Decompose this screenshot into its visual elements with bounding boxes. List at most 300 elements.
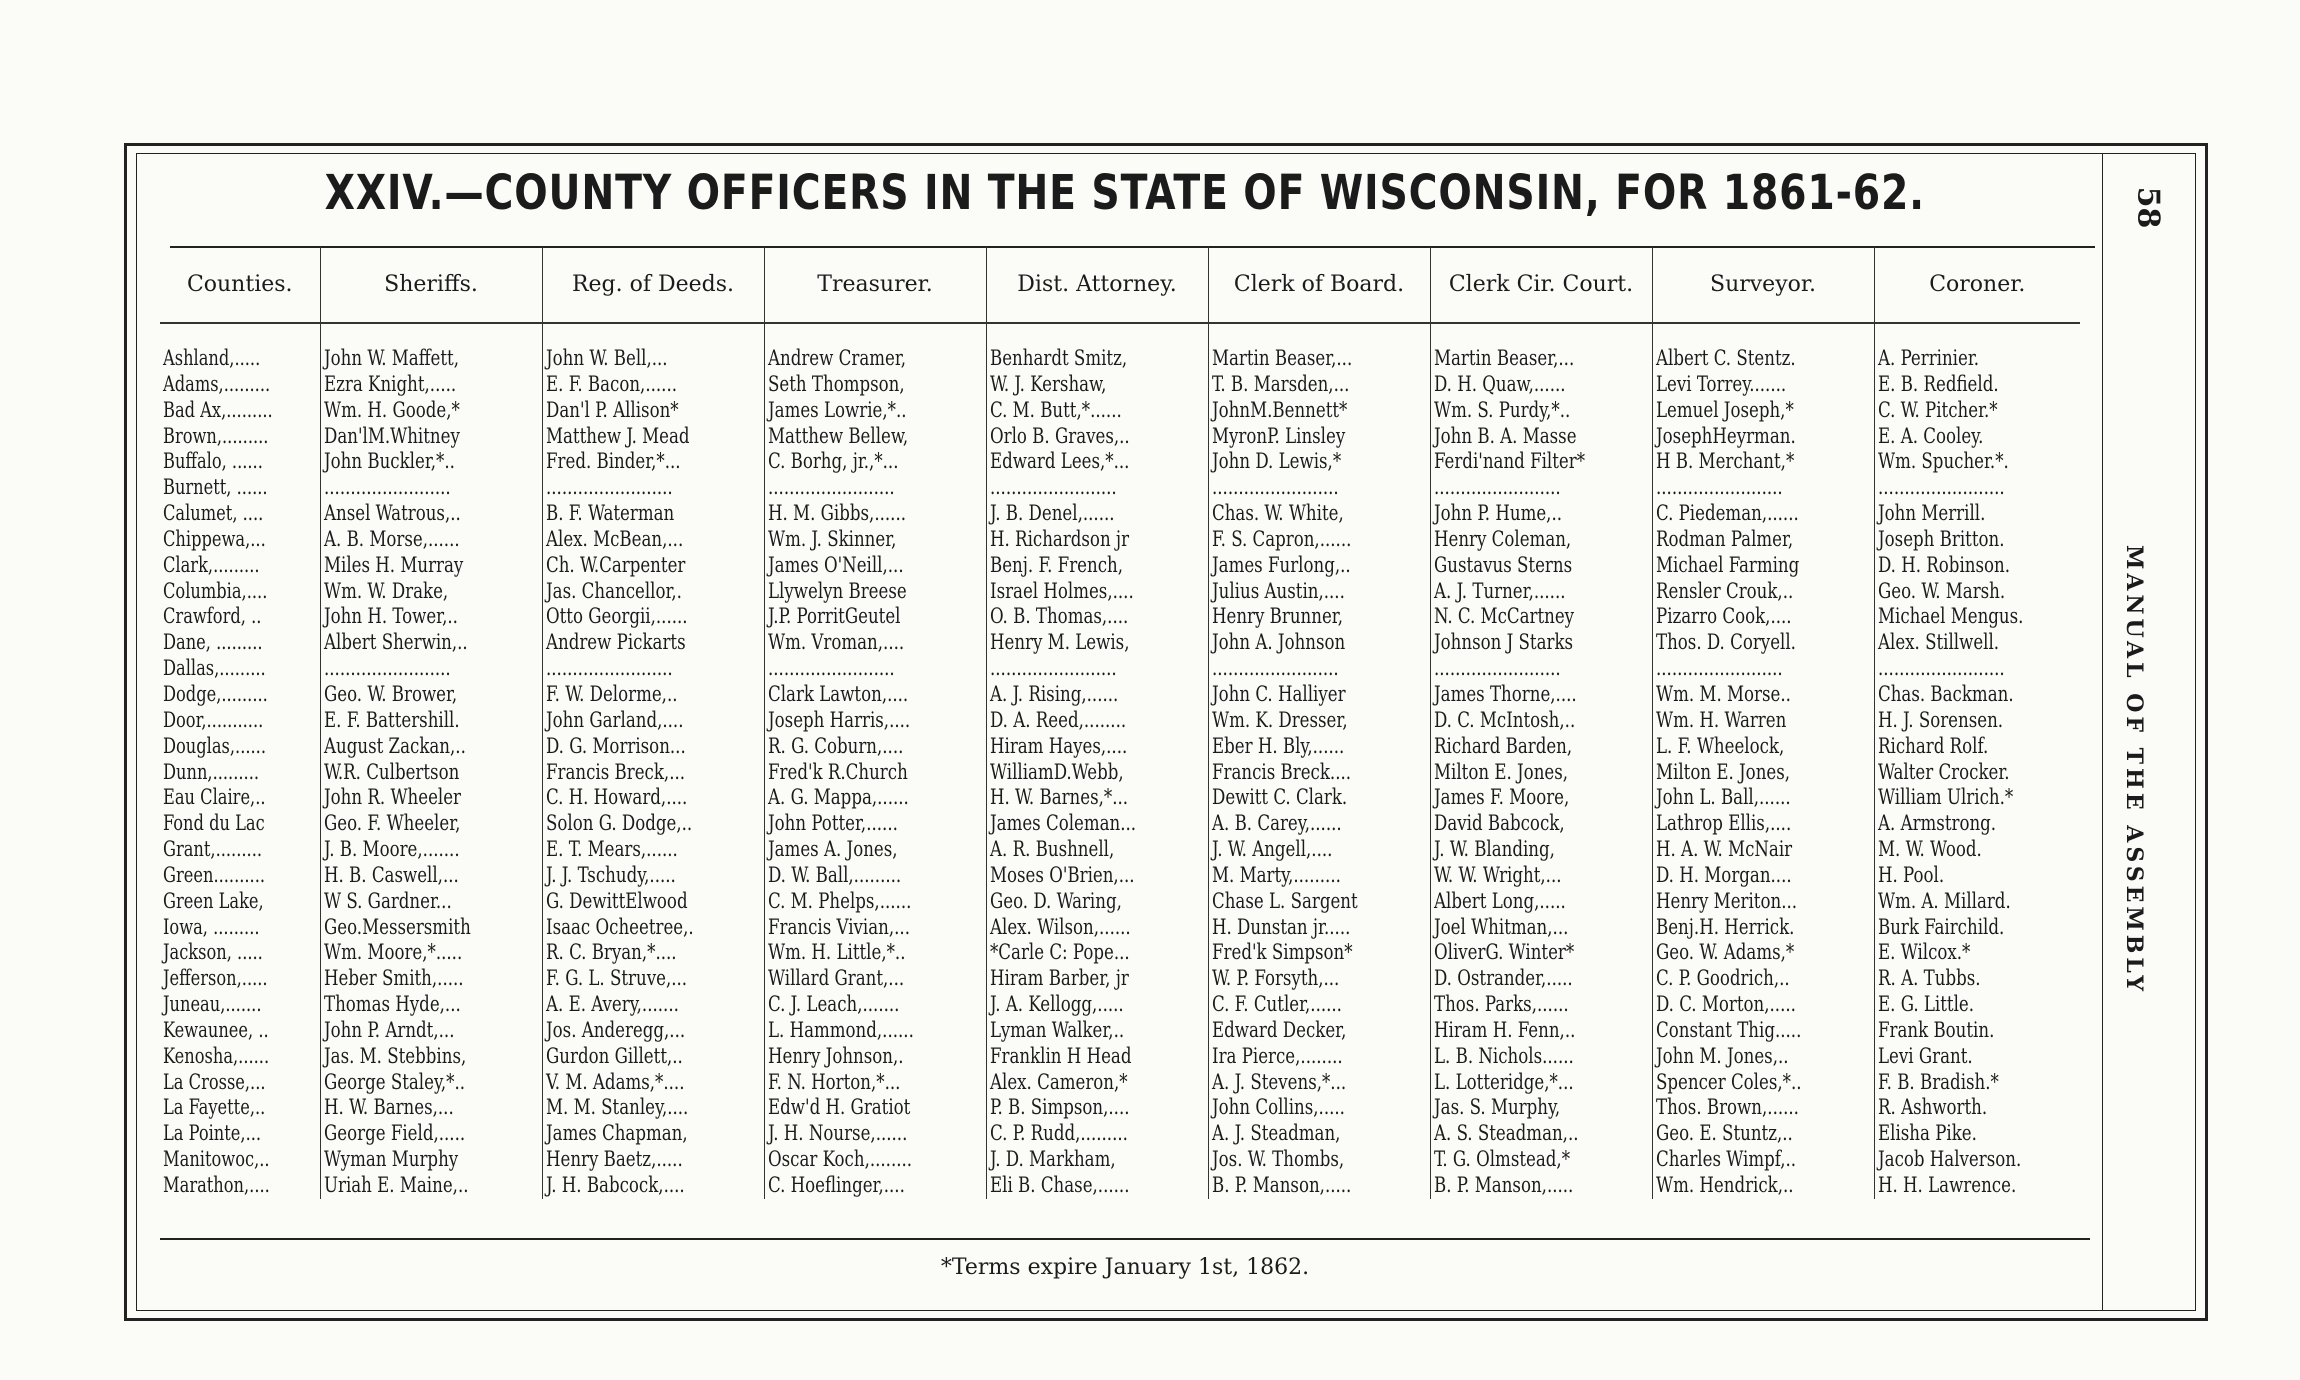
officer-cell <box>1652 915 1874 941</box>
table-row <box>160 682 2080 708</box>
officer-name: Francis Breck,... <box>545 759 685 784</box>
county-cell <box>160 630 320 656</box>
officer-name: J. B. Denel,...... <box>989 501 1115 526</box>
officer-cell <box>320 1095 542 1121</box>
officer-cell <box>764 579 986 605</box>
officer-name: C. M. Butt,*...... <box>989 397 1122 422</box>
officer-name: *Carle C: Pope... <box>989 940 1130 965</box>
officer-name: James Chapman, <box>545 1121 688 1146</box>
officer-cell <box>1430 708 1652 734</box>
officer-name: OliverG. Winter* <box>1433 940 1574 965</box>
officer-name: J.P. PorritGeutel <box>767 604 901 629</box>
officer-name: A. J. Rising,...... <box>989 681 1118 706</box>
officer-name: ........................ <box>1655 475 1783 500</box>
county-cell <box>160 811 320 837</box>
officer-cell <box>764 604 986 630</box>
county-name: Douglas,...... <box>163 733 266 758</box>
officer-name: Wm. Moore,*..... <box>323 940 462 965</box>
county-officers-table <box>160 247 2080 1199</box>
officer-name: A. E. Avery,....... <box>545 992 679 1017</box>
officer-name: Solon G. Dodge,.. <box>545 811 692 836</box>
officer-name: Julius Austin,.... <box>1211 578 1345 603</box>
officer-name: Rodman Palmer, <box>1655 526 1793 551</box>
officer-name: J. H. Babcock,.... <box>545 1173 685 1197</box>
officer-name: J. W. Blanding, <box>1433 837 1555 862</box>
officer-name: C. M. Phelps,...... <box>767 888 911 913</box>
officer-name: Levi Torrey....... <box>1655 371 1786 396</box>
officer-cell <box>1430 760 1652 786</box>
officer-name: Geo. W. Brower, <box>323 681 457 706</box>
officer-name: Wm. W. Drake, <box>323 578 448 603</box>
county-name: La Pointe,... <box>163 1121 262 1146</box>
officer-cell <box>764 1147 986 1173</box>
officer-cell <box>764 1095 986 1121</box>
officer-name: Benhardt Smitz, <box>989 346 1127 370</box>
officer-cell <box>986 1070 1208 1096</box>
officer-name: JohnM.Bennett* <box>1211 397 1347 422</box>
officer-name: F. B. Bradish.* <box>1877 1069 1999 1094</box>
officer-name: Hiram H. Fenn,.. <box>1433 1017 1575 1042</box>
officer-name: E. B. Redfield. <box>1877 371 1999 396</box>
officer-cell <box>986 992 1208 1018</box>
county-name: Kewaunee, .. <box>163 1017 269 1042</box>
table-row <box>160 760 2080 786</box>
county-name: Eau Claire,.. <box>163 785 266 810</box>
officer-name: A. Armstrong. <box>1877 811 1996 836</box>
officer-name: ........................ <box>1211 656 1339 681</box>
officer-name: ........................ <box>545 475 673 500</box>
officer-cell <box>1874 604 2080 630</box>
officer-cell <box>1652 760 1874 786</box>
officer-cell <box>542 889 764 915</box>
table-row <box>160 553 2080 579</box>
county-cell <box>160 1044 320 1070</box>
officer-cell <box>1430 630 1652 656</box>
officer-cell <box>764 966 986 992</box>
officer-name: Milton E. Jones, <box>1433 759 1568 784</box>
spacer-cell <box>320 323 542 346</box>
county-name: Columbia,.... <box>163 578 268 603</box>
officer-cell <box>1430 915 1652 941</box>
officer-cell <box>1652 940 1874 966</box>
officer-name: Ch. W.Carpenter <box>545 552 685 577</box>
officer-name: ........................ <box>1211 475 1339 500</box>
officer-name: Francis Vivian,... <box>767 914 910 939</box>
officer-name: ........................ <box>1877 475 2005 500</box>
county-cell <box>160 966 320 992</box>
officer-name: W. P. Forsyth,... <box>1211 966 1339 991</box>
officer-name: Levi Grant. <box>1877 1043 1973 1068</box>
officer-cell <box>320 760 542 786</box>
officer-cell <box>542 682 764 708</box>
officer-cell <box>764 475 986 501</box>
officer-name: D. A. Reed,........ <box>989 707 1126 732</box>
officer-name: Eber H. Bly,...... <box>1211 733 1344 758</box>
margin-rule <box>2102 153 2103 1311</box>
officer-cell <box>320 1018 542 1044</box>
county-name: La Fayette,.. <box>163 1095 266 1120</box>
officer-name: B. P. Manson,..... <box>1433 1173 1573 1197</box>
table-body <box>160 323 2080 1199</box>
officer-name: Walter Crocker. <box>1877 759 2010 784</box>
county-name: Juneau,....... <box>163 992 262 1017</box>
officer-name: D. C. Morton,..... <box>1655 992 1796 1017</box>
officer-name: Joel Whitman,... <box>1433 914 1568 939</box>
officer-cell <box>542 475 764 501</box>
officer-cell <box>1652 966 1874 992</box>
officer-name: James Thorne,.... <box>1433 681 1577 706</box>
officer-name: H. A. W. McNair <box>1655 837 1792 862</box>
running-head-text: MANUAL OF THE ASSEMBLY <box>2121 545 2147 996</box>
officer-name: John P. Arndt,... <box>323 1017 454 1042</box>
officer-cell <box>1430 682 1652 708</box>
officer-name: ........................ <box>1877 656 2005 681</box>
officer-name: Wm. Spucher.*. <box>1877 449 2009 474</box>
officer-name: ........................ <box>1433 475 1561 500</box>
officer-name: Miles H. Murray <box>323 552 463 577</box>
officer-name: Ferdi'nand Filter* <box>1433 449 1585 474</box>
officer-name: Jas. M. Stebbins, <box>323 1043 466 1068</box>
officer-cell <box>1652 604 1874 630</box>
county-cell <box>160 760 320 786</box>
officer-name: Geo. W. Marsh. <box>1877 578 2005 603</box>
officer-cell <box>1208 1147 1430 1173</box>
officer-name: Albert C. Stentz. <box>1655 346 1796 370</box>
county-cell <box>160 785 320 811</box>
officer-cell <box>1208 760 1430 786</box>
officer-cell <box>1874 1018 2080 1044</box>
table-row <box>160 1018 2080 1044</box>
officer-cell <box>320 449 542 475</box>
officer-name: Wm. A. Millard. <box>1877 888 2011 913</box>
officer-cell <box>1874 527 2080 553</box>
officer-name: D. C. McIntosh,.. <box>1433 707 1575 732</box>
officer-name: R. Ashworth. <box>1877 1095 1987 1120</box>
county-name: Jackson, ..... <box>163 940 263 965</box>
officer-name: Francis Breck.... <box>1211 759 1351 784</box>
officer-name: ........................ <box>989 475 1117 500</box>
officer-cell <box>1874 863 2080 889</box>
officer-name: Geo. D. Waring, <box>989 888 1122 913</box>
officer-cell <box>986 656 1208 682</box>
officer-cell <box>1652 1018 1874 1044</box>
officer-name: John W. Bell,... <box>545 346 668 370</box>
officer-name: WilliamD.Webb, <box>989 759 1124 784</box>
county-cell <box>160 1121 320 1147</box>
officer-cell <box>320 682 542 708</box>
officer-cell <box>1430 372 1652 398</box>
officer-cell <box>986 1044 1208 1070</box>
spacer-cell <box>160 323 320 346</box>
officer-cell <box>1874 734 2080 760</box>
county-cell <box>160 734 320 760</box>
officer-name: Charles Wimpf,.. <box>1655 1147 1796 1172</box>
officer-cell <box>1208 785 1430 811</box>
officer-name: Fred'k R.Church <box>767 759 908 784</box>
officer-name: P. B. Simpson,.... <box>989 1095 1130 1120</box>
officer-name: Israel Holmes,.... <box>989 578 1134 603</box>
officer-name: Andrew Cramer, <box>767 346 906 370</box>
officer-name: D. H. Robinson. <box>1877 552 2010 577</box>
officer-name: W S. Gardner... <box>323 888 452 913</box>
table-row <box>160 734 2080 760</box>
officer-cell <box>764 398 986 424</box>
officer-name: ........................ <box>767 656 895 681</box>
officer-cell <box>1874 1095 2080 1121</box>
officer-name: Alex. Cameron,* <box>989 1069 1128 1094</box>
officer-name: J. J. Tschudy,..... <box>545 862 676 887</box>
officer-cell <box>320 1121 542 1147</box>
officer-name: Frank Boutin. <box>1877 1017 1994 1042</box>
officer-cell <box>764 501 986 527</box>
officer-name: Dan'lM.Whitney <box>323 423 460 448</box>
county-name: Burnett, ...... <box>163 475 268 500</box>
officer-cell <box>1652 682 1874 708</box>
county-cell <box>160 1018 320 1044</box>
officer-cell <box>1874 915 2080 941</box>
table-row <box>160 449 2080 475</box>
officer-cell <box>1874 940 2080 966</box>
officer-cell <box>1652 708 1874 734</box>
officer-cell <box>986 1147 1208 1173</box>
officer-cell <box>1652 1173 1874 1199</box>
county-cell <box>160 708 320 734</box>
officer-cell <box>1430 837 1652 863</box>
officer-name: James F. Moore, <box>1433 785 1569 810</box>
table-row <box>160 940 2080 966</box>
officer-cell <box>1430 475 1652 501</box>
officer-cell <box>1652 1044 1874 1070</box>
officer-cell <box>1652 346 1874 372</box>
officer-cell <box>1430 1173 1652 1199</box>
officer-cell <box>1208 966 1430 992</box>
officer-cell <box>1874 449 2080 475</box>
officer-name: Llywelyn Breese <box>767 578 907 603</box>
officer-cell <box>1430 604 1652 630</box>
officer-name: John M. Jones,.. <box>1655 1043 1789 1068</box>
officer-cell <box>764 915 986 941</box>
officer-cell <box>1208 734 1430 760</box>
officer-name: A. J. Steadman, <box>1211 1121 1340 1146</box>
county-cell <box>160 475 320 501</box>
officer-cell <box>986 1018 1208 1044</box>
officer-name: Thos. Brown,...... <box>1655 1095 1799 1120</box>
county-cell <box>160 449 320 475</box>
officer-name: George Staley,*.. <box>323 1069 465 1094</box>
table-row <box>160 501 2080 527</box>
county-name: Manitowoc,.. <box>163 1147 270 1172</box>
officer-name: Joseph Harris,.... <box>767 707 910 732</box>
officer-cell <box>764 682 986 708</box>
officer-cell <box>320 708 542 734</box>
officer-cell <box>1874 475 2080 501</box>
officer-name: A. S. Steadman,.. <box>1433 1121 1579 1146</box>
officer-name: Thos. Parks,...... <box>1433 992 1569 1017</box>
officer-name: ........................ <box>1655 656 1783 681</box>
officer-cell <box>986 579 1208 605</box>
officer-name: Wm. Hendrick,.. <box>1655 1173 1794 1197</box>
officer-name: W.R. Culbertson <box>323 759 459 784</box>
officer-cell <box>1430 1070 1652 1096</box>
officer-cell <box>1430 1147 1652 1173</box>
officer-cell <box>1430 734 1652 760</box>
officer-cell <box>764 656 986 682</box>
officer-name: Fred. Binder,*... <box>545 449 681 474</box>
officer-cell <box>320 785 542 811</box>
officer-name: Benj. F. French, <box>989 552 1123 577</box>
officer-name: H. W. Barnes,... <box>323 1095 454 1120</box>
officer-cell <box>1652 579 1874 605</box>
officer-cell <box>1874 1121 2080 1147</box>
officer-cell <box>764 553 986 579</box>
officer-cell <box>986 966 1208 992</box>
officer-name: F. W. Delorme,.. <box>545 681 678 706</box>
officer-name: J. A. Kellogg,..... <box>989 992 1124 1017</box>
county-name: Crawford, .. <box>163 604 262 629</box>
officer-cell <box>1874 889 2080 915</box>
officer-name: John P. Hume,.. <box>1433 501 1562 526</box>
officer-name: John Potter,...... <box>767 811 898 836</box>
county-name: Green Lake, <box>163 888 264 913</box>
officer-cell <box>1874 708 2080 734</box>
officer-cell <box>764 992 986 1018</box>
officer-name: C. Hoeflinger,.... <box>767 1173 905 1197</box>
county-cell <box>160 1173 320 1199</box>
officer-name: Heber Smith,..... <box>323 966 464 991</box>
officer-cell <box>764 1070 986 1096</box>
table-header-row <box>160 247 2080 323</box>
officer-name: August Zackan,.. <box>323 733 466 758</box>
county-cell <box>160 579 320 605</box>
officer-name: David Babcock, <box>1433 811 1565 836</box>
county-name: Iowa, ......... <box>163 914 260 939</box>
officer-name: Jacob Halverson. <box>1877 1147 2021 1172</box>
county-cell <box>160 837 320 863</box>
officer-cell <box>1430 785 1652 811</box>
officer-name: R. C. Bryan,*.... <box>545 940 677 965</box>
officer-cell <box>1208 1121 1430 1147</box>
officer-cell <box>1208 992 1430 1018</box>
county-cell <box>160 889 320 915</box>
officer-name: John A. Johnson <box>1211 630 1345 655</box>
officer-cell <box>1652 785 1874 811</box>
officer-name: J. H. Nourse,...... <box>767 1121 907 1146</box>
officer-cell <box>986 372 1208 398</box>
officer-cell <box>986 398 1208 424</box>
officer-cell <box>320 346 542 372</box>
officer-cell <box>542 863 764 889</box>
officer-name: Milton E. Jones, <box>1655 759 1790 784</box>
table-row <box>160 527 2080 553</box>
spacer-cell <box>542 323 764 346</box>
county-name: Door,........... <box>163 707 264 732</box>
officer-cell <box>1430 1095 1652 1121</box>
officer-cell <box>542 527 764 553</box>
officer-cell <box>1874 346 2080 372</box>
officer-cell <box>1652 527 1874 553</box>
spacer-cell <box>1874 323 2080 346</box>
officer-cell <box>1208 915 1430 941</box>
officer-cell <box>1652 811 1874 837</box>
officer-cell <box>1208 372 1430 398</box>
column-header: Reg. of Deeds. <box>542 247 764 323</box>
officer-cell <box>986 424 1208 450</box>
county-name: Buffalo, ...... <box>163 449 263 474</box>
spacer-cell <box>1652 323 1874 346</box>
officer-name: John Collins,..... <box>1211 1095 1345 1120</box>
officer-name: John R. Wheeler <box>323 785 461 810</box>
officer-cell <box>764 785 986 811</box>
table-row <box>160 1147 2080 1173</box>
bottom-rule <box>160 1238 2090 1240</box>
officer-cell <box>1874 372 2080 398</box>
officer-cell <box>986 475 1208 501</box>
county-cell <box>160 527 320 553</box>
officer-cell <box>320 398 542 424</box>
officer-name: M. M. Stanley,.... <box>545 1095 688 1120</box>
officer-name: R. G. Coburn,.... <box>767 733 903 758</box>
column-header: Surveyor. <box>1652 247 1874 323</box>
officer-name: Joseph Britton. <box>1877 526 2004 551</box>
officer-name: Uriah E. Maine,.. <box>323 1173 469 1197</box>
officer-name: ........................ <box>323 656 451 681</box>
table-row <box>160 785 2080 811</box>
officer-cell <box>542 940 764 966</box>
officer-cell <box>1652 449 1874 475</box>
officer-cell <box>320 553 542 579</box>
officer-name: Jos. W. Thombs, <box>1211 1147 1344 1172</box>
officer-name: Hiram Hayes,.... <box>989 733 1127 758</box>
column-header: Sheriffs. <box>320 247 542 323</box>
officer-cell <box>1874 398 2080 424</box>
officer-cell <box>1430 579 1652 605</box>
table-row <box>160 837 2080 863</box>
county-cell <box>160 501 320 527</box>
officer-cell <box>1874 1173 2080 1199</box>
officer-name: Willard Grant,... <box>767 966 904 991</box>
officer-name: Lyman Walker,.. <box>989 1017 1124 1042</box>
officer-name: V. M. Adams,*.... <box>545 1069 684 1094</box>
officer-name: Pizarro Cook,.... <box>1655 604 1792 629</box>
officer-cell <box>764 863 986 889</box>
table-spacer-row <box>160 323 2080 346</box>
officer-cell <box>542 708 764 734</box>
officer-cell <box>1208 656 1430 682</box>
column-header: Clerk Cir. Court. <box>1430 247 1652 323</box>
officer-cell <box>542 837 764 863</box>
county-cell <box>160 1147 320 1173</box>
officer-cell <box>986 346 1208 372</box>
officer-cell <box>1874 992 2080 1018</box>
officer-cell <box>1874 811 2080 837</box>
officer-name: A. J. Stevens,*... <box>1211 1069 1346 1094</box>
officer-cell <box>764 1044 986 1070</box>
officer-cell <box>1208 682 1430 708</box>
table-row <box>160 398 2080 424</box>
officer-cell <box>764 424 986 450</box>
officer-name: H. W. Barnes,*... <box>989 785 1128 810</box>
officer-name: ........................ <box>767 475 895 500</box>
officer-name: H. Pool. <box>1877 862 1944 887</box>
officer-cell <box>986 889 1208 915</box>
officer-cell <box>542 398 764 424</box>
officer-name: Michael Farming <box>1655 552 1799 577</box>
county-name: Dane, ......... <box>163 630 263 655</box>
officer-cell <box>764 889 986 915</box>
officer-cell <box>986 785 1208 811</box>
officer-cell <box>542 1044 764 1070</box>
officer-name: Jos. Anderegg,... <box>545 1017 685 1042</box>
